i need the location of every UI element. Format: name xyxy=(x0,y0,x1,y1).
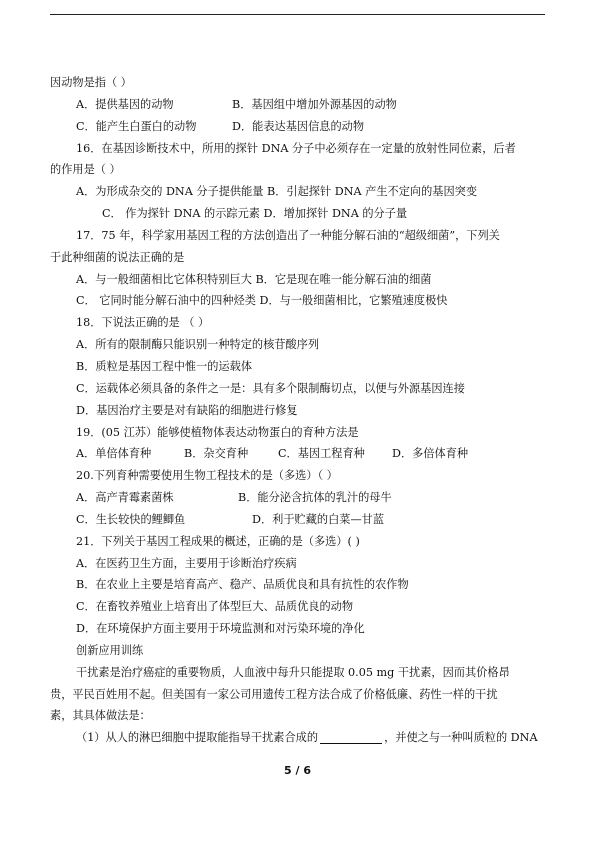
option-a: A．提供基因的动物 xyxy=(76,97,174,111)
option-c: C．能产生白蛋白的动物 xyxy=(76,119,197,133)
option-line: C．在畜牧养殖业上培育出了体型巨大、品质优良的动物 xyxy=(76,600,354,614)
option-b: B．基因组中增加外源基因的动物 xyxy=(232,97,397,111)
option-d: D．能表达基因信息的动物 xyxy=(232,119,365,133)
option-c: C．基因工程育种 xyxy=(278,447,365,461)
option-line: C．运载体必须具备的条件之一是：具有多个限制酶切点，以便与外源基因连接 xyxy=(76,381,465,395)
option-line: B．质粒是基因工程中惟一的运载体 xyxy=(76,359,253,373)
options-line: A．为形成杂交的 DNA 分子提供能量 B．引起探针 DNA 产生不定向的基因突变 xyxy=(76,185,478,199)
document-body xyxy=(50,72,545,749)
option-a: A．单倍体育种 xyxy=(76,447,152,461)
text-line: 因动物是指（ ） xyxy=(50,76,132,89)
text-line: 于此种细菌的说法正确的是 xyxy=(50,250,185,264)
fill-in-suffix: ，并使之与一种叫质粒的 DNA xyxy=(384,731,538,745)
options-line xyxy=(50,487,545,509)
option-line: D．基因治疗主要是对有缺陷的细胞进行修复 xyxy=(76,403,298,417)
header-rule xyxy=(50,14,545,15)
question-18: 18．下说法正确的是 （ ） xyxy=(76,316,210,330)
option-a: A．高产青霉素菌株 xyxy=(76,491,174,505)
paragraph-line: 素，其具体做法是： xyxy=(50,709,151,723)
options-line: C． 作为探针 DNA 的示踪元素 D．增加探针 DNA 的分子量 xyxy=(102,207,408,221)
option-c: C．生长较快的鲤鲫鱼 xyxy=(76,512,186,526)
option-line: A．所有的限制酶只能识别一种特定的核苷酸序列 xyxy=(76,338,320,352)
fill-in-line xyxy=(50,727,545,749)
option-line: B．在农业上主要是培育高产、稳产、品质优良和具有抗性的农作物 xyxy=(76,578,409,592)
option-d: D．多倍体育种 xyxy=(392,447,469,461)
question-17: 17．75 年，科学家用基因工程的方法创造出了一种能分解石油的“超级细菌”，下列关 xyxy=(76,228,500,242)
question-16: 16．在基因诊断技术中，所用的探针 DNA 分子中必须存在一定量的放射性同位素，后者 xyxy=(76,141,516,155)
paragraph-line: 贵，平民百姓用不起。但美国有一家公司用遗传工程方法合成了价格低廉、药性一样的干扰 xyxy=(50,687,498,701)
paragraph-line: 干扰素是治疗癌症的重要物质，人血液中每升只能提取 0.05 mg 干扰素，因而其价格昂 xyxy=(76,665,510,679)
question-19: 19．(05 江苏）能够使植物体表达动物蛋白的育种方法是 xyxy=(76,425,359,439)
section-title: 创新应用训练 xyxy=(76,643,144,657)
options-line: C． 它同时能分解石油中的四种烃类 D．与一般细菌相比，它繁殖速度极快 xyxy=(76,294,448,308)
option-b: B．杂交育种 xyxy=(184,447,249,461)
option-line: D．在环境保护方面主要用于环境监测和对污染环境的净化 xyxy=(76,622,365,636)
option-line: A．在医药卫生方面，主要用于诊断治疗疾病 xyxy=(76,556,297,570)
options-line xyxy=(50,509,545,531)
page-number: 5 / 6 xyxy=(284,764,311,777)
fill-in-prefix: （1）从人的淋巴细胞中提取能指导干扰素合成的 xyxy=(76,731,319,745)
options-line xyxy=(50,443,545,465)
option-d: D．利于贮藏的白菜—甘蓝 xyxy=(252,512,385,526)
question-21: 21．下列关于基因工程成果的概述，正确的是（多选）( ) xyxy=(76,534,360,548)
text-line: 的作用是（ ） xyxy=(50,163,121,177)
options-line: A．与一般细菌相比它体积特别巨大 B．它是现在唯一能分解石油的细菌 xyxy=(76,272,432,286)
question-20: 20.下列育种需要使用生物工程技术的是（多选）（ ） xyxy=(76,469,338,483)
answer-blank[interactable] xyxy=(320,729,382,744)
options-line xyxy=(50,116,545,138)
options-line xyxy=(50,94,545,116)
option-b: B．能分泌含抗体的乳汁的母牛 xyxy=(238,491,392,505)
